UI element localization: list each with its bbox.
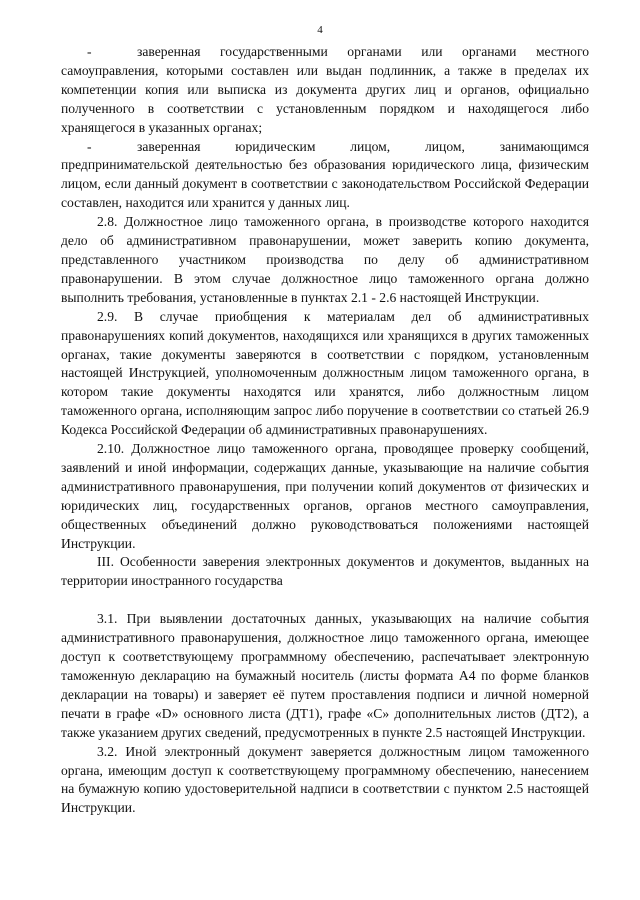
list-item	[61, 138, 589, 214]
paragraph-2-10: 2.10. Должностное лицо таможенного органа, проводящее проверку сообщений, заявлений и иной информации, содержащих данные, указывающие на наличие события административного правонарушения, при получении копий документов от физических и юридических лиц, государственных органов, органов местного самоуправления, общественных объединений должно руководствоваться положениями настоящей Инструкции.	[61, 441, 589, 551]
list-item	[61, 43, 589, 138]
section-spacer	[61, 591, 589, 610]
paragraph-3-2: 3.2. Иной электронный документ заверяется должностным лицом таможенного органа, имеющим доступ к соответствующему программному обеспечению, нанесением на бумажную копию удостоверительной надписи в соответствии с пунктом 2.5 настоящей Инструкции.	[61, 743, 589, 816]
list-dash: -	[87, 138, 92, 154]
list-dash: -	[87, 44, 92, 59]
paragraph-2-8: 2.8. Должностное лицо таможенного органа, в производстве которого находится дело об административном правонарушении, может заверить копию документа, представленного участником производства по делу об административном правонарушении. В этом случае должностное лицо таможенного органа должно выполнить требования, установленные в пунктах 2.1 - 2.6 настоящей Инструкции.	[61, 214, 589, 305]
list-item-text: заверенная юридическим лицом, лицом, занимающимся предпринимательской деятельностью без образования юридического лица, физическим лицом, если данный документ в соответствии с законодательством Российской Федерации составлен, находится или хранится у данных лиц.	[61, 138, 589, 211]
paragraph-2-9: 2.9. В случае приобщения к материалам дел об административных правонарушениях копий документов, находящихся или хранящихся в других таможенных органах, такие документы заверяются в соответствии с порядком, установленным настоящей Инструкцией, уполномоченным должностным лицом таможенного органа, в котором такие документы находятся или хранятся, либо должностным лицом таможенного органа, исполняющим запрос либо поручение в соответствии со статьей 26.9 Кодекса Российской Федерации об административных правонарушениях.	[61, 308, 589, 438]
page-number: 4	[317, 24, 323, 36]
section-title: III. Особенности заверения электронных документов и документов, выданных на территории иностранного государства	[61, 554, 589, 589]
paragraph-3-1: 3.1. При выявлении достаточных данных, указывающих на наличие события административного правонарушения, должностное лицо таможенного органа, имеющее доступ к соответствующему программному обеспечению, распечатывает электронную таможенную декларацию на бумажный носитель (листы формата А4 по форме бланков декларации на товары) и заверяет её путем проставления подписи и личной номерной печати в графе «D» основного листа (ДТ1), графе «С» дополнительных листов (ДТ2), а также указанием других сведений, предусмотренных в пункте 2.5 настоящей Инструкции.	[61, 611, 589, 740]
list-item-text: заверенная государственными органами или органами местного самоуправления, которыми составлен или выдан подлинник, а также в пределах их компетенции копия или выписка из документа других лиц и органов, официально полученного в соответствии с установленным порядком и находящегося либо хранящегося в указанных органах;	[61, 44, 589, 135]
document-body	[61, 43, 589, 818]
